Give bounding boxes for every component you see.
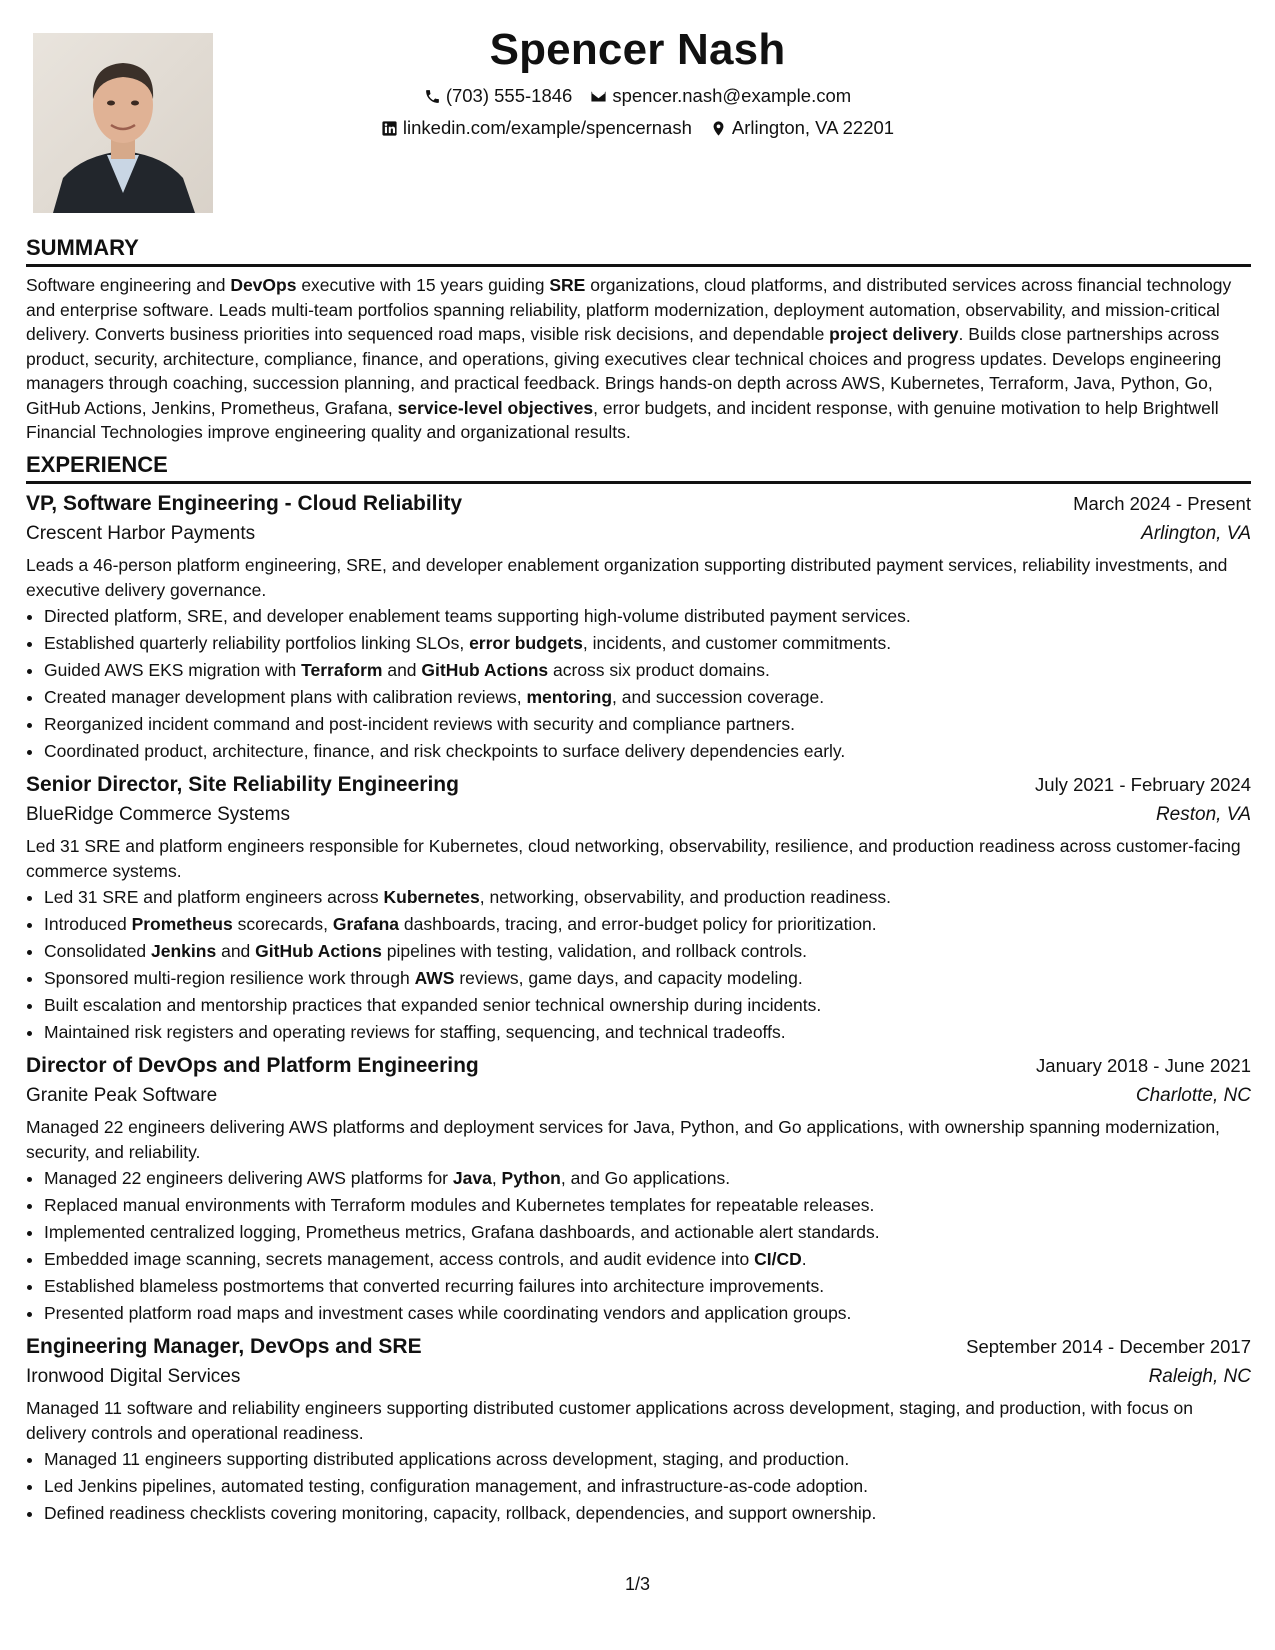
job-dates: January 2018 - June 2021 [1036,1055,1251,1076]
job-company: BlueRidge Commerce Systems [26,804,290,825]
job-subheader [26,800,1251,830]
bullet-item: • Led Jenkins pipelines, automated testing, configuration management, and infrastructure-as-code adoption. [44,1473,1251,1500]
resume-header [240,22,1035,140]
summary-text: Software engineering and DevOps executive with 15 years guiding SRE organizations, cloud platforms, and distributed services across financial technology and enterprise software. Leads multi-team portfolios spanning reliability, platform modernization, deployment automation, observability, and mission-critical delivery. Converts business priorities into sequenced road maps, visible risk decisions, and dependable project delivery. Builds close partnerships across product, security, architecture, compliance, finance, and operations, giving executives clear technical choices and progress updates. Develops engineering managers through coaching, succession planning, and practical feedback. Brings hands-on depth across AWS, Kubernetes, Terraform, Java, Python, Go, GitHub Actions, Jenkins, Prometheus, Grafana, service-level objectives, error budgets, and incident response, with genuine motivation to help Brightwell Financial Technologies improve engineering quality and organizational results. [26,275,1232,442]
job-subheader [26,1362,1251,1392]
bullet-item: • Maintained risk registers and operating reviews for staffing, sequencing, and technical tradeoffs. [44,1019,1251,1046]
bullet-item: • Managed 22 engineers delivering AWS platforms for Java, Python, and Go applications. [44,1165,1251,1192]
job-description: Led 31 SRE and platform engineers responsible for Kubernetes, cloud networking, observability, resilience, and production readiness across customer-facing commerce systems. [26,836,1241,881]
candidate-name: Spencer Nash [489,25,786,74]
bullet-item: • Created manager development plans with calibration reviews, mentoring, and succession coverage. [44,684,1251,711]
envelope-icon [590,88,607,105]
summary-heading: SUMMARY [26,234,1251,267]
email-contact[interactable] [590,84,851,108]
bullet-item: • Guided AWS EKS migration with Terraform and GitHub Actions across six product domains. [44,657,1251,684]
job-bullets [26,1165,1251,1327]
bullet-item: • Replaced manual environments with Terraform modules and Kubernetes templates for repeatable releases. [44,1192,1251,1219]
job-title: Senior Director, Site Reliability Engineering [26,773,459,796]
job-entry [26,1332,1251,1527]
job-location: Raleigh, NC [1148,1366,1251,1387]
bullet-item: • Coordinated product, architecture, finance, and risk checkpoints to surface delivery dependencies early. [44,738,1251,765]
job-bullets [26,884,1251,1046]
job-location: Reston, VA [1155,804,1251,825]
experience-section [26,451,1251,1527]
bullet-item: • Established quarterly reliability portfolios linking SLOs, error budgets, incidents, and customer commitments. [44,630,1251,657]
location-text: Arlington, VA 22201 [731,117,895,138]
bullet-item: • Introduced Prometheus scorecards, Grafana dashboards, tracing, and error-budget policy for prioritization. [44,911,1251,938]
email-text: spencer.nash@example.com [612,85,852,106]
bullet-item: • Sponsored multi-region resilience work through AWS reviews, game days, and capacity modeling. [44,965,1251,992]
bullet-item: • Embedded image scanning, secrets management, access controls, and audit evidence into CI/CD. [44,1246,1251,1273]
summary-section [26,234,1251,445]
job-dates: March 2024 - Present [1073,493,1251,514]
experience-heading: EXPERIENCE [26,451,1251,484]
job-subheader [26,1081,1251,1111]
bullet-item: • Defined readiness checklists covering monitoring, capacity, rollback, dependencies, and support ownership. [44,1500,1251,1527]
bullet-item: • Managed 11 engineers supporting distributed applications across development, staging, and production. [44,1446,1251,1473]
job-bullets [26,1446,1251,1527]
bullet-item: • Led 31 SRE and platform engineers across Kubernetes, networking, observability, and production readiness. [44,884,1251,911]
phone-contact[interactable] [424,84,573,108]
job-location: Charlotte, NC [1135,1085,1251,1106]
contact-row-1 [240,84,1035,108]
job-header [26,1051,1251,1081]
job-bullets [26,603,1251,765]
job-header [26,489,1251,519]
job-entry [26,770,1251,1046]
job-description: Managed 11 software and reliability engineers supporting distributed customer applications across development, staging, and production, with focus on delivery controls and operational readiness. [26,1398,1194,1443]
bullet-item: • Implemented centralized logging, Prometheus metrics, Grafana dashboards, and actionable alert standards. [44,1219,1251,1246]
job-dates: September 2014 - December 2017 [966,1336,1251,1357]
job-header [26,770,1251,800]
job-entry [26,489,1251,765]
job-description: Managed 22 engineers delivering AWS platforms and deployment services for Java, Python, and Go applications, with ownership spanning modernization, security, and reliability. [26,1117,1220,1162]
phone-icon [424,88,441,105]
bullet-item: • Consolidated Jenkins and GitHub Actions pipelines with testing, validation, and rollback controls. [44,938,1251,965]
job-company: Crescent Harbor Payments [26,523,256,544]
job-title: Director of DevOps and Platform Engineering [26,1054,479,1077]
bullet-item: • Presented platform road maps and investment cases while coordinating vendors and application groups. [44,1300,1251,1327]
profile-photo [33,33,213,213]
job-description: Leads a 46-person platform engineering, SRE, and developer enablement organization supporting distributed payment services, reliability investments, and executive delivery governance. [26,555,1228,600]
job-header [26,1332,1251,1362]
bullet-item: • Directed platform, SRE, and developer enablement teams supporting high-volume distributed payment services. [44,603,1251,630]
linkedin-text: linkedin.com/example/spencernash [402,117,692,138]
job-subheader [26,519,1251,549]
job-dates: July 2021 - February 2024 [1035,774,1251,795]
bullet-item: • Established blameless postmortems that converted recurring failures into architecture improvements. [44,1273,1251,1300]
page-number: 1/3 [624,1574,651,1594]
map-pin-icon [710,120,727,137]
job-title: Engineering Manager, DevOps and SRE [26,1335,422,1358]
job-location: Arlington, VA [1141,523,1251,544]
location-contact [710,116,894,140]
linkedin-contact[interactable] [381,116,692,140]
bullet-item: • Built escalation and mentorship practices that expanded senior technical ownership during incidents. [44,992,1251,1019]
job-title: VP, Software Engineering - Cloud Reliability [26,492,463,515]
phone-text: (703) 555-1846 [445,85,573,106]
bullet-item: • Reorganized incident command and post-incident reviews with security and compliance partners. [44,711,1251,738]
job-company: Ironwood Digital Services [26,1366,241,1387]
job-company: Granite Peak Software [26,1085,218,1106]
job-list [26,489,1251,1527]
contact-row-2 [240,116,1035,140]
job-entry [26,1051,1251,1327]
linkedin-icon [381,120,398,137]
